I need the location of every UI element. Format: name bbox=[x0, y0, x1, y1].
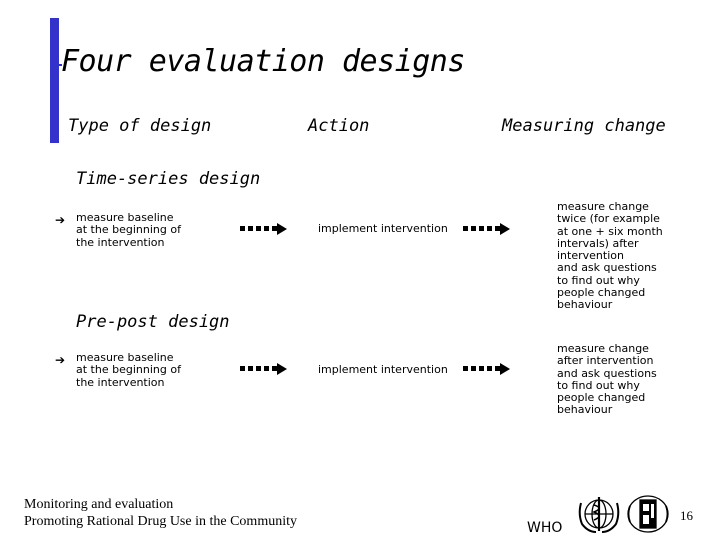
dashed-arrow-icon bbox=[463, 222, 511, 236]
action-text: implement intervention bbox=[318, 363, 448, 376]
arrow-bullet-icon: ➔ bbox=[55, 213, 66, 227]
page-number: 16 bbox=[680, 508, 693, 523]
dashed-arrow-icon bbox=[240, 222, 288, 236]
column-header-action: Action bbox=[308, 116, 370, 136]
baseline-text: measure baseline at the beginning of the intervention bbox=[76, 351, 181, 389]
baseline-text: measure baseline at the beginning of the intervention bbox=[76, 211, 181, 249]
arrow-bullet-icon: ➔ bbox=[55, 353, 66, 367]
action-text: implement intervention bbox=[318, 222, 448, 235]
who-label: WHO bbox=[527, 520, 563, 536]
measure-text: measure change twice (for example at one + six month intervals) after intervention and ask questions to find out why people changed behaviour bbox=[557, 200, 663, 312]
slide-title: Four evaluation designs bbox=[61, 44, 465, 79]
column-header-type: Type of design bbox=[68, 116, 212, 136]
column-header-measuring: Measuring change bbox=[502, 116, 666, 136]
organization-logo-icon bbox=[625, 494, 671, 534]
footer-line-2: Promoting Rational Drug Use in the Community bbox=[24, 514, 297, 529]
accent-bar bbox=[50, 18, 59, 143]
section-title-pre-post: Pre-post design bbox=[76, 312, 230, 332]
dashed-arrow-icon bbox=[240, 362, 288, 376]
footer-line-1: Monitoring and evaluation bbox=[24, 497, 174, 512]
measure-text: measure change after intervention and ask questions to find out why people changed behaviour bbox=[557, 342, 657, 417]
section-title-time-series: Time-series design bbox=[76, 169, 261, 189]
dashed-arrow-icon bbox=[463, 362, 511, 376]
who-emblem-icon bbox=[576, 493, 622, 535]
